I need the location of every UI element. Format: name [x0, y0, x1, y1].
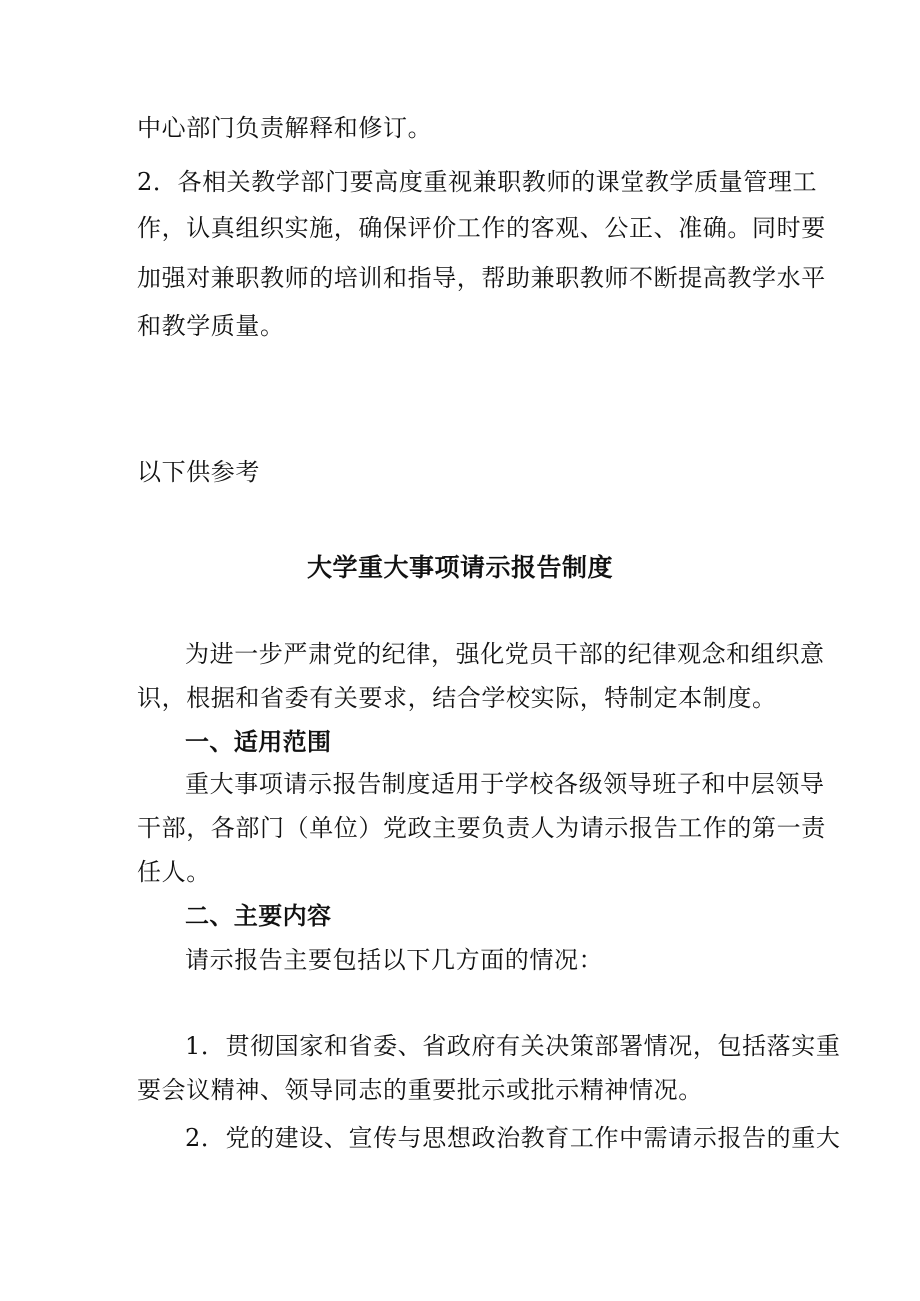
scope-line-2: 干部，各部门（单位）党政主要负责人为请示报告工作的第一责 [137, 814, 826, 842]
intro-line-1: 为进一步严肃党的纪律，强化党员干部的纪律观念和组织意 [185, 640, 825, 668]
section-heading-content: 二、主要内容 [185, 902, 332, 930]
item1-line-1: 1．贯彻国家和省委、省政府有关决策部署情况，包括落实重 [185, 1032, 841, 1060]
intro-line-2: 识，根据和省委有关要求，结合学校实际，特制定本制度。 [137, 684, 777, 712]
continuation-line-2: 2．各相关教学部门要高度重视兼职教师的课堂教学质量管理工 [137, 168, 818, 196]
reference-note: 以下供参考 [137, 458, 260, 486]
section-heading-scope: 一、适用范围 [185, 728, 332, 756]
item1-line-2: 要会议精神、领导同志的重要批示或批示精神情况。 [137, 1076, 703, 1104]
continuation-line-4: 加强对兼职教师的培训和指导，帮助兼职教师不断提高教学水平 [137, 264, 826, 292]
document-title: 大学重大事项请示报告制度 [306, 553, 613, 582]
scope-line-1: 重大事项请示报告制度适用于学校各级领导班子和中层领导 [185, 770, 825, 798]
scope-line-3: 任人。 [137, 858, 211, 886]
continuation-line-5: 和教学质量。 [137, 312, 285, 340]
continuation-line-1: 中心部门负责解释和修订。 [137, 114, 433, 142]
continuation-line-3: 作，认真组织实施，确保评价工作的客观、公正、准确。同时要 [137, 214, 826, 242]
item2-line-1: 2．党的建设、宣传与思想政治教育工作中需请示报告的重大 [185, 1124, 841, 1152]
content-lead: 请示报告主要包括以下几方面的情况： [185, 946, 604, 974]
